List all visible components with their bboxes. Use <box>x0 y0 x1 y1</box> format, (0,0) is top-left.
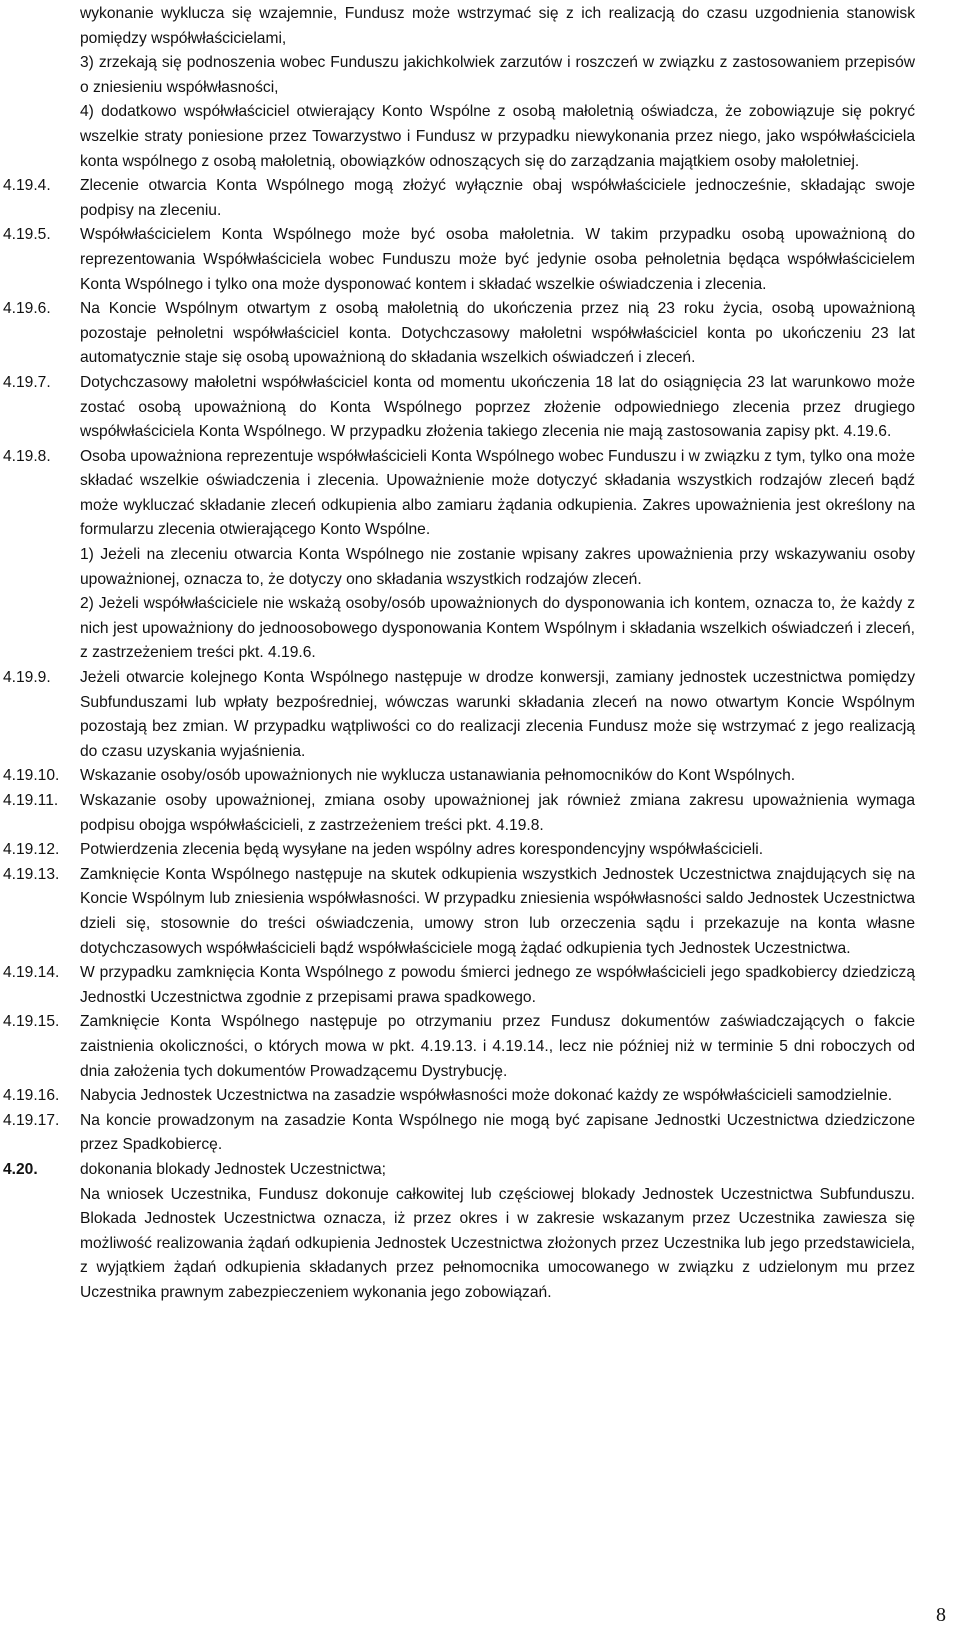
section-4-19-6 <box>3 297 915 371</box>
document-body <box>3 2 915 1305</box>
section-number: 4.19.17. <box>3 1111 60 1129</box>
section-4-19-10 <box>3 764 915 789</box>
section-text: Współwłaścicielem Konta Wspólnego może być osoba małoletnia. W takim przypadku osobą upoważnioną do reprezentowania Współwłaściciela wobec Funduszu może być jedynie osoba pełnoletnia będąca współwłaścicielem Konta Wspólnego i tylko ona może dysponować kontem i składać wszelkie oświadczenia i zlecenia. <box>80 226 915 293</box>
section-text: Osoba upoważniona reprezentuje współwłaścicieli Konta Wspólnego wobec Funduszu i w związku z tym, tylko ona może składać wszelkie oświadczenia i zlecenia. Upoważnienie może dotyczyć składania wszystkich rodzajów zleceń bądź może wykluczać składanie zleceń odkupienia albo zamiaru żądania odkupienia. Zakres upoważnienia jest określony na formularzu zlecenia otwierającego Konto Wspólne. <box>80 447 915 539</box>
section-number: 4.19.5. <box>3 226 51 244</box>
list-item-3: 3) zrzekają się podnoszenia wobec Funduszu jakichkolwiek zarzutów i roszczeń w związku z zastosowaniem przepisów o zniesieniu współwłasności, <box>80 54 915 96</box>
section-number: 4.19.13. <box>3 865 60 883</box>
section-text: Na Koncie Wspólnym otwartym z osobą małoletnią do ukończenia przez nią 23 roku życia, osobą upoważnioną pozostaje pełnoletni współwłaściciel konta. Dotychczasowy małoletni współwłaściciel konta po ukończeniu 23 lat automatycznie staje się osobą upoważnioną do składania wszelkich oświadczeń i zleceń. <box>80 300 915 367</box>
section-text: Jeżeli otwarcie kolejnego Konta Wspólnego następuje w drodze konwersji, zamiany jednostek uczestnictwa pomiędzy Subfunduszami lub wpłaty bezpośredniej, wówczas warunki składania zleceń na nowo otwartym Koncie Wspólnym pozostają bez zmian. W przypadku wątpliwości co do realizacji zlecenia Fundusz może się wstrzymać z jego realizacją do czasu uzyskania wyjaśnienia. <box>80 669 915 760</box>
section-4-19-16 <box>3 1084 915 1109</box>
section-4-19-13 <box>3 863 915 961</box>
section-number: 4.19.9. <box>3 669 51 687</box>
section-4-19-5 <box>3 223 915 297</box>
section-4-19-12 <box>3 838 915 863</box>
section-number: 4.19.10. <box>3 767 60 785</box>
section-text: Potwierdzenia zlecenia będą wysyłane na jeden wspólny adres korespondencyjny współwłaścicieli. <box>80 841 764 859</box>
section-4-20 <box>3 1158 915 1183</box>
section-text: Zamknięcie Konta Wspólnego następuje po otrzymaniu przez Fundusz dokumentów zaświadczających o fakcie zaistnienia okoliczności, o których mowa w pkt. 4.19.13. i 4.19.14., lecz nie później niż w terminie 5 dni roboczych od dnia założenia tych dokumentów Prowadzącemu Dystrybucję. <box>80 1013 915 1080</box>
section-number: 4.19.4. <box>3 177 51 195</box>
section-number: 4.19.16. <box>3 1087 60 1105</box>
section-text: Wskazanie osoby/osób upoważnionych nie wyklucza ustanawiania pełnomocników do Kont Wspólnych. <box>80 767 796 785</box>
section-text: Na koncie prowadzonym na zasadzie Konta Wspólnego nie mogą być zapisane Jednostki Uczestnictwa dziedziczone przez Spadkobiercę. <box>80 1111 915 1154</box>
section-number: 4.19.11. <box>3 792 59 809</box>
section-4-19-14 <box>3 961 915 1010</box>
section-number: 4.19.12. <box>3 841 60 859</box>
section-number: 4.19.14. <box>3 964 60 982</box>
section-title: dokonania blokady Jednostek Uczestnictwa; <box>80 1160 386 1178</box>
continued-paragraph: wykonanie wyklucza się wzajemnie, Fundusz może wstrzymać się z ich realizacją do czasu uzgodnienia stanowisk pomiędzy współwłaścicielami, <box>80 5 915 47</box>
section-4-19-11 <box>3 789 915 838</box>
section-4-19-4 <box>3 174 915 223</box>
section-4-19-15 <box>3 1010 915 1084</box>
section-text: Dotychczasowy małoletni współwłaściciel konta od momentu ukończenia 18 lat do osiągnięcia 23 lat warunkowo może zostać osobą upoważnioną do Konta Wspólnego poprzez złożenie odpowiedniego zlecenia przez drugiego współwłaściciela Konta Wspólnego. W przypadku złożenia takiego zlecenia nie mają zastosowania zapisy pkt. 4.19.6. <box>80 373 915 441</box>
section-number: 4.19.15. <box>3 1013 60 1031</box>
page-number: 8 <box>936 1604 946 1626</box>
section-text: Zamknięcie Konta Wspólnego następuje na skutek odkupienia wszystkich Jednostek Uczestnictwa znajdujących się na Koncie Wspólnym lub zniesienia współwłasności. W przypadku zniesienia współwłasności saldo Jednostek Uczestnictwa dzieli się, stosownie do treści oświadczenia, umowy stron lub orzeczenia sądu i przekazuje na konta własne dotychczasowych współwłaścicieli bądź współwłaściciele mogą żądać odkupienia tych Jednostek Uczestnictwa. <box>80 865 915 957</box>
section-4-20-body: Na wniosek Uczestnika, Fundusz dokonuje całkowitej lub częściowej blokady Jednostek Uczestnictwa Subfunduszu. Blokada Jednostek Uczestnictwa oznacza, iż przez okres i w zakresie wskazanym przez Uczestnika zawiesza się możliwość realizowania żądań odkupienia Jednostek Uczestnictwa złożonych przez Uczestnika lub jego przedstawiciela, z wyjątkiem żądań odkupienia składanych przez pełnomocnika umocowanego w związku z udzielonym mu przez Uczestnika prawnym zabezpieczeniem wykonania jego zobowiązań. <box>80 1185 915 1301</box>
section-4-19-7 <box>3 371 915 445</box>
section-number: 4.19.6. <box>3 300 51 318</box>
section-text: Nabycia Jednostek Uczestnictwa na zasadzie współwłasności może dokonać każdy ze współwłaścicieli samodzielnie. <box>80 1087 893 1105</box>
list-item-4: 4) dodatkowo współwłaściciel otwierający Konto Wspólne z osobą małoletnią oświadcza, że zobowiązuje się pokryć wszelkie straty poniesione przez Towarzystwo i Fundusz w przypadku niewykonania przez niego, jako współwłaściciela konta wspólnego z osobą małoletnią, obowiązków odnoszących się do zarządzania majątkiem osoby małoletniej. <box>80 103 915 170</box>
subitem-1: 1) Jeżeli na zleceniu otwarcia Konta Wspólnego nie zostanie wpisany zakres upoważnienia przy wskazywaniu osoby upoważnionej, oznacza to, że dotyczy ono składania wszystkich rodzajów zleceń. <box>80 546 915 588</box>
section-4-19-8 <box>3 445 915 543</box>
section-number: 4.20. <box>3 1160 38 1178</box>
section-text: W przypadku zamknięcia Konta Wspólnego z powodu śmierci jednego ze współwłaścicieli jego spadkobiercy dziedziczą Jednostki Uczestnictwa zgodnie z przepisami prawa spadkowego. <box>80 964 915 1006</box>
section-4-19-17 <box>3 1109 915 1158</box>
subitem-2: 2) Jeżeli współwłaściciele nie wskażą osoby/osób upoważnionych do dysponowania ich kontem, oznacza to, że każdy z nich jest upoważniony do jednoosobowego dysponowania Kontem Wspólnym i składania wszelkich oświadczeń i zleceń, z zastrzeżeniem treści pkt. 4.19.6. <box>80 595 915 662</box>
section-number: 4.19.7. <box>3 373 51 391</box>
section-text: Zlecenie otwarcia Konta Wspólnego mogą złożyć wyłącznie obaj współwłaściciele jednocześnie, składając swoje podpisy na zleceniu. <box>80 177 915 219</box>
section-4-19-9 <box>3 666 915 764</box>
section-text: Wskazanie osoby upoważnionej, zmiana osoby upoważnionej jak również zmiana zakresu upoważnienia wymaga podpisu obojga współwłaścicieli, z zastrzeżeniem treści pkt. 4.19.8. <box>80 792 915 834</box>
section-number: 4.19.8. <box>3 447 51 465</box>
